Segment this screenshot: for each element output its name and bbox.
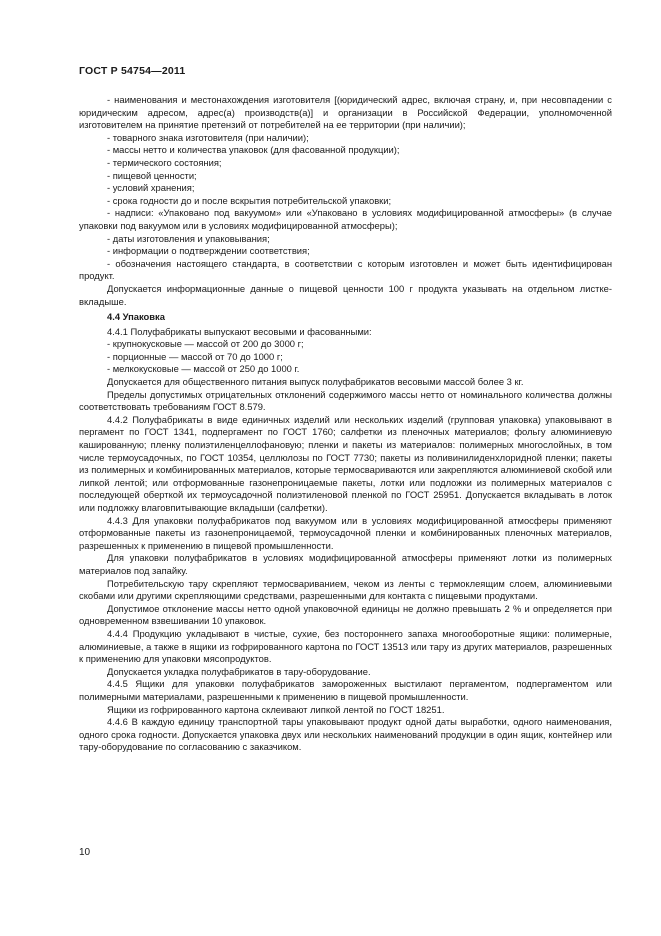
- paragraph: 4.4.5 Ящики для упаковки полуфабрикатов замороженных выстилают пергаментом, подпергаментом или полимерными материалами, разрешенными к применению в пищевой промышленности.: [79, 678, 612, 702]
- page-number: 10: [79, 847, 91, 858]
- paragraph: Допускается информационные данные о пищевой ценности 100 г продукта указывать на отдельном листке-вкладыше.: [79, 282, 612, 307]
- document-body: [79, 94, 612, 754]
- list-item: - товарного знака изготовителя (при наличии);: [107, 131, 309, 143]
- list-item: - условий хранения;: [107, 182, 195, 194]
- list-item: - даты изготовления и упаковывания;: [107, 232, 270, 244]
- list-item: - мелкокусковые — массой от 250 до 1000 г.: [107, 363, 300, 375]
- list-item: - порционные — массой от 70 до 1000 г;: [107, 350, 283, 362]
- list-item: - надписи: «Упаковано под вакуумом» или «Упаковано в условиях модифицированной атмосферы» (в случае упаковки под вакуумом или в условиях модифицированной атмосферы);: [79, 207, 612, 231]
- list-item: - наименования и местонахождения изготовителя [(юридический адрес, включая страну, и, при несовпадении с юридическим адресом, адрес(а) производств(а)] и организации в Российской Федерации, уполномоченной изготовителем на принятие претензий от потребителей на ее территории (при наличии);: [79, 94, 612, 131]
- paragraph: Допускается для общественного питания выпуск полуфабрикатов весовыми массой более 3 кг.: [107, 376, 524, 388]
- list-item: - крупнокусковые — массой от 200 до 3000 г;: [107, 338, 304, 350]
- paragraph: 4.4.1 Полуфабрикаты выпускают весовыми и фасованными:: [107, 325, 372, 337]
- list-item: - информации о подтверждении соответствия;: [107, 245, 310, 257]
- paragraph: Допустимое отклонение массы нетто одной упаковочной единицы не должно превышать 2 % и определяется при одновременном взвешивании 10 упаковок.: [79, 602, 612, 627]
- list-item: - массы нетто и количества упаковок (для фасованной продукции);: [107, 144, 400, 156]
- paragraph: 4.4.6 В каждую единицу транспортной тары упаковывают продукт одной даты выработки, одного наименования, одного срока годности. Допускается упаковка двух или нескольких наименований продукции в один ящик, контейнер или тару-оборудование по согласованию с заказчиком.: [79, 716, 612, 753]
- list-item: - термического состояния;: [107, 156, 222, 168]
- paragraph: Ящики из гофрированного картона склеивают липкой лентой по ГОСТ 18251.: [107, 703, 445, 715]
- list-item: - пищевой ценности;: [107, 169, 197, 181]
- paragraph: 4.4.3 Для упаковки полуфабрикатов под вакуумом или в условиях модифицированной атмосферы применяют отформованные пакеты из газонепроницаемой, термоусадочной пленки и комбинированных пленочных материалов, разрешенных к применению в пищевой промышленности.: [79, 514, 612, 551]
- section-heading: 4.4 Упаковка: [107, 311, 165, 323]
- list-item: - срока годности до и после вскрытия потребительской упаковки;: [107, 194, 392, 206]
- document-header: ГОСТ Р 54754—2011: [79, 65, 186, 77]
- paragraph: 4.4.4 Продукцию укладывают в чистые, сухие, без постороннего запаха многооборотные ящики: полимерные, алюминиевые, а также в ящики из гофрированного картона по ГОСТ 13513 или тару из других материалов, разрешенных к применению для упаковки мясопродуктов.: [79, 627, 612, 665]
- paragraph: 4.4.2 Полуфабрикаты в виде единичных изделий или нескольких изделий (групповая упаковка) упаковывают в пергамент по ГОСТ 1341, подпергамент по ГОСТ 1760; салфетки из пленочных материалов; фольгу алюминиевую кашированную; пленку полиэтиленцеллофановую; пленки и пакеты из материалов: полимерных многослойных, в том числе термоусадочных, по ГОСТ 10354, целлюлозы по ГОСТ 7730; пакеты из поливинилиденхлоридной пленки; пакеты из полимерных и комбинированных материалов, которые термосвариваются или закрепляются алюминиевой скобой или липкой лентой; или отформованные газонепроницаемые пакеты, лотки или подложки из полимерных материалов с последующей оберткой их термоусадочной полиэтиленовой пленкой по ГОСТ 25951. Допускается вкладывать в лоток или подложку влаговпитывающие вкладыши (салфетки).: [79, 413, 612, 513]
- list-item: - обозначения настоящего стандарта, в соответствии с которым изготовлен и может быть идентифицирован продукт.: [79, 257, 612, 282]
- paragraph: Допускается укладка полуфабрикатов в тару-оборудование.: [107, 665, 371, 677]
- paragraph: Потребительскую тару скрепляют термосвариванием, чеком из ленты с термоклеящим слоем, алюминиевыми скобами или другими скрепляющими средствами, разрешенными для контакта с пищевыми продуктами.: [79, 577, 612, 602]
- paragraph: Для упаковки полуфабрикатов в условиях модифицированной атмосферы применяют лотки из полимерных материалов под запайку.: [79, 552, 612, 576]
- paragraph: Пределы допустимых отрицательных отклонений содержимого массы нетто от номинального количества должны соответствовать требованиям ГОСТ 8.579.: [79, 388, 612, 413]
